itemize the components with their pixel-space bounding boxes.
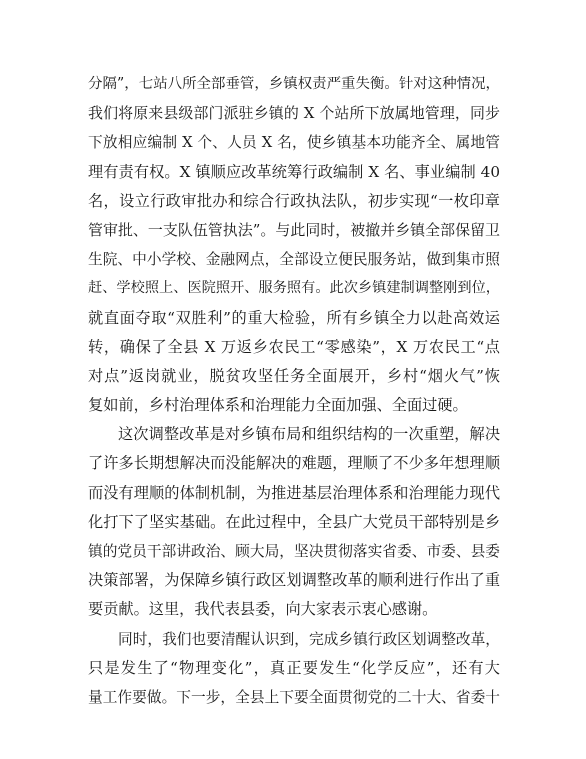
text-line: 而没有理顺的体制机制，为推进基层治理体系和治理能力现代 [88,483,500,502]
text-line: 下放相应编制 X 个、人员 X 名，使乡镇基本功能齐全、属地管 [88,134,500,152]
text-line: 决策部署，为保障乡镇行政区划调整改革的顺利进行作出了重 [88,571,500,590]
text-line: 对点”返岗就业，脱贫攻坚任务全面展开，乡村“烟火气”恢 [88,366,500,385]
paragraph-3 [88,625,500,713]
document-body [88,70,500,712]
text-line: 要贡献。这里，我代表县委，向大家表示衷心感谢。 [88,600,438,619]
text-line: 转，确保了全县 X 万返乡农民工“零感染”，X 万农民工“点 [88,337,500,356]
text-line: 理有责有权。X 镇顺应改革统筹行政编制 X 名、事业编制 40 [88,162,500,181]
text-line: 我们将原来县级部门派驻乡镇的 X 个站所下放属地管理，同步 [88,104,500,123]
text-line: 这次调整改革是对乡镇布局和组织结构的一次重塑，解决 [118,425,500,444]
text-line: 了许多长期想解决而没能解决的难题，理顺了不少多年想理顺 [88,454,500,473]
text-line: 赶、学校照上、医院照开、服务照有。此次乡镇建制调整刚到位， [88,280,500,297]
paragraph-1 [88,70,500,420]
text-line: 只是发生了“物理变化”，真正要发生“化学反应”，还有大 [88,658,500,677]
paragraph-2 [88,420,500,624]
text-line: 就直面夺取“双胜利”的重大检验，所有乡镇全力以赴高效运 [88,308,500,327]
text-line: 生院、中小学校、金融网点，全部设立便民服务站，做到集市照 [88,251,500,269]
text-line: 化打下了坚实基础。在此过程中，全县广大党员干部特别是乡 [88,512,500,531]
text-line: 镇的党员干部讲政治、顾大局，坚决贯彻落实省委、市委、县委 [88,543,500,560]
text-line: 复如前，乡村治理体系和治理能力全面加强、全面过硬。 [88,396,468,415]
text-line: 管审批、一支队伍管执法”。与此同时，被撤并乡镇全部保留卫 [88,220,500,239]
text-line: 分隔”，七站八所全部垂管，乡镇权责严重失衡。针对这种情况， [88,76,500,92]
text-line: 同时，我们也要清醒认识到，完成乡镇行政区划调整改革， [118,630,500,648]
text-line: 量工作要做。下一步，全县上下要全面贯彻党的二十大、省委十 [88,688,500,706]
text-line: 名，设立行政审批办和综合行政执法队，初步实现“一枚印章 [88,191,500,210]
